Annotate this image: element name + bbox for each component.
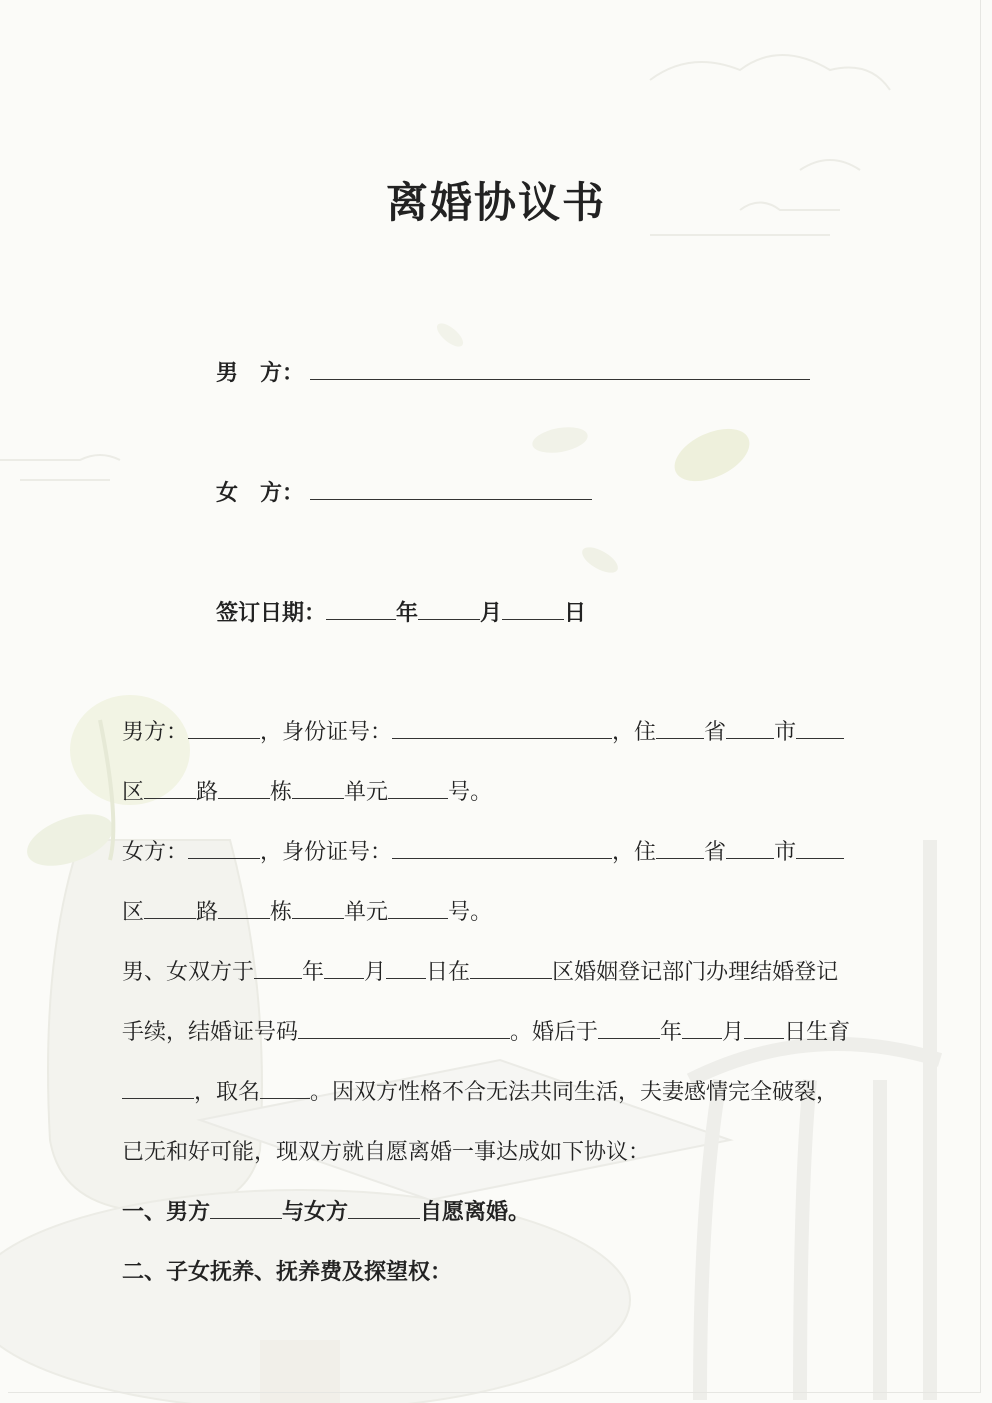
month-blank[interactable] [418,597,480,620]
date-label: 签订日期： [216,601,327,626]
wife-province-blank[interactable] [656,838,704,859]
marriage-certificate-line: 手续，结婚证号码 。婚后于 年 月 日生育 [122,1020,851,1045]
wife-building-blank[interactable] [218,898,270,919]
child-name-blank[interactable] [260,1078,310,1099]
day-blank[interactable] [502,597,564,620]
marriage-day-blank[interactable] [386,958,426,979]
clause-two-heading: 二、子女抚养、抚养费及探望权： [122,1260,453,1285]
husband-number-blank[interactable] [388,778,448,799]
agreement-intro-line: 已无和好可能，现双方就自愿离婚一事达成如下协议： [122,1140,651,1165]
husband-blank[interactable] [310,357,810,380]
document-title: 离婚协议书 [385,178,606,227]
day-label: 日 [564,601,587,626]
birth-day-blank[interactable] [744,1018,784,1039]
wife-field [216,476,592,507]
marriage-month-blank[interactable] [324,958,364,979]
month-label: 月 [480,601,503,626]
husband-building-blank[interactable] [218,778,270,799]
clause-one: 一、男方 与女方 自愿离婚。 [122,1200,531,1225]
wife-district-blank[interactable] [796,838,844,859]
husband-field [216,356,810,387]
wife-label: 女 方： [216,481,305,506]
wife-id-blank[interactable] [392,838,612,859]
year-label: 年 [396,601,419,626]
clause-husband-blank[interactable] [210,1198,282,1219]
husband-city-blank[interactable] [726,718,774,739]
certificate-number-blank[interactable] [298,1018,510,1039]
husband-road-blank[interactable] [144,778,196,799]
husband-label: 男 方： [216,361,305,386]
date-field [216,596,586,627]
wife-address-line: 区 路 栋 单元 号。 [122,900,493,925]
wife-unit-blank[interactable] [292,898,344,919]
year-blank[interactable] [326,597,396,620]
husband-name-blank[interactable] [188,718,260,739]
husband-province-blank[interactable] [656,718,704,739]
wife-number-blank[interactable] [388,898,448,919]
wife-city-blank[interactable] [726,838,774,859]
husband-address-line: 区 路 栋 单元 号。 [122,780,493,805]
wife-blank[interactable] [310,477,592,500]
clause-wife-blank[interactable] [348,1198,420,1219]
wife-info-line: 女方： ，身份证号： ，住 省 市 [122,835,872,866]
wife-name-blank[interactable] [188,838,260,859]
birth-year-blank[interactable] [598,1018,660,1039]
husband-unit-blank[interactable] [292,778,344,799]
birth-month-blank[interactable] [682,1018,722,1039]
child-name-line: ，取名 。因双方性格不合无法共同生活，夫妻感情完全破裂， [122,1075,872,1106]
marriage-year-blank[interactable] [254,958,302,979]
husband-district-blank[interactable] [796,718,844,739]
wife-road-blank[interactable] [144,898,196,919]
husband-info-line: 男方： ，身份证号： ，住 省 市 [122,715,872,746]
marriage-registration-line: 男、女双方于 年 月 日在 区婚姻登记部门办理结婚登记 [122,960,839,985]
husband-id-blank[interactable] [392,718,612,739]
child-gender-blank[interactable] [122,1078,194,1099]
registration-district-blank[interactable] [470,958,552,979]
